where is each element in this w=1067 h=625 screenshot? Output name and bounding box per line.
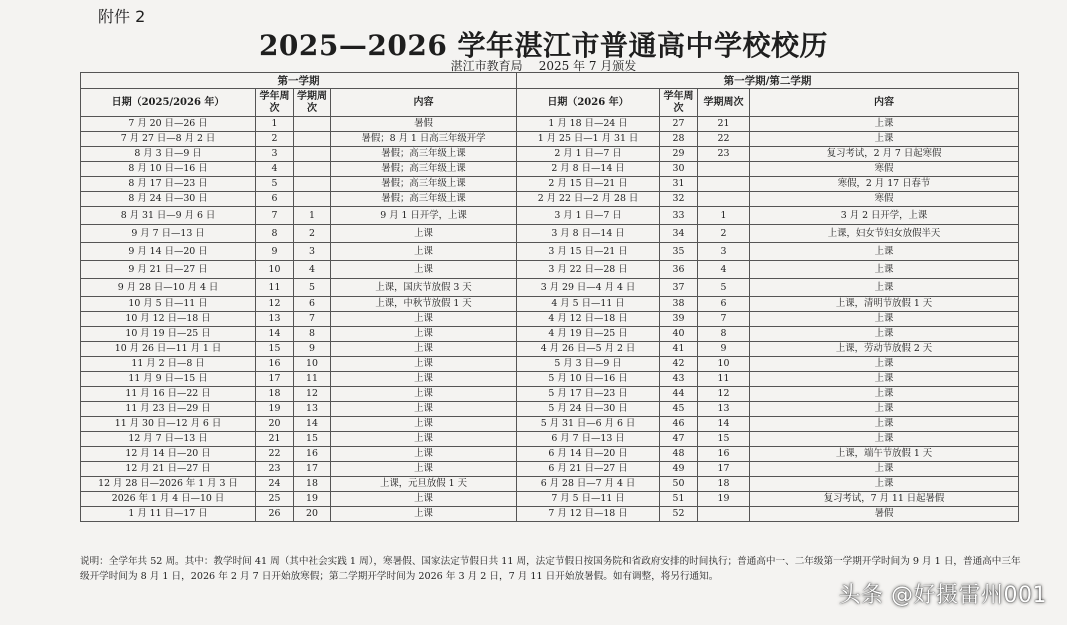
cell-content-left: 上课 — [331, 357, 517, 372]
cell-date-right: 7 月 5 日—11 日 — [517, 492, 660, 507]
cell-sem-week-left: 18 — [294, 477, 331, 492]
cell-date-left: 2026 年 1 月 4 日—10 日 — [81, 492, 256, 507]
cell-year-week-right: 41 — [660, 342, 698, 357]
cell-year-week-left: 17 — [256, 372, 294, 387]
cell-date-right: 3 月 8 日—14 日 — [517, 225, 660, 243]
cell-sem-week-right: 5 — [698, 279, 750, 297]
cell-sem-week-left: 3 — [294, 243, 331, 261]
table-row — [81, 261, 1019, 279]
cell-sem-week-right: 21 — [698, 117, 750, 132]
cell-content-left: 上课 — [331, 417, 517, 432]
cell-year-week-left: 11 — [256, 279, 294, 297]
cell-content-right: 寒假，2 月 17 日春节 — [750, 177, 1019, 192]
cell-sem-week-right: 15 — [698, 432, 750, 447]
cell-year-week-left: 16 — [256, 357, 294, 372]
cell-year-week-left: 1 — [256, 117, 294, 132]
cell-year-week-right: 49 — [660, 462, 698, 477]
cell-content-left: 上课 — [331, 243, 517, 261]
cell-year-week-left: 26 — [256, 507, 294, 522]
cell-date-right: 5 月 3 日—9 日 — [517, 357, 660, 372]
cell-year-week-right: 35 — [660, 243, 698, 261]
cell-sem-week-left: 4 — [294, 261, 331, 279]
cell-sem-week-left: 13 — [294, 402, 331, 417]
cell-date-right: 3 月 29 日—4 月 4 日 — [517, 279, 660, 297]
cell-sem-week-right: 7 — [698, 312, 750, 327]
table-row — [81, 192, 1019, 207]
cell-date-left: 8 月 17 日—23 日 — [81, 177, 256, 192]
cell-sem-week-right — [698, 192, 750, 207]
cell-date-right: 7 月 12 日—18 日 — [517, 507, 660, 522]
cell-year-week-left: 22 — [256, 447, 294, 462]
table-row — [81, 357, 1019, 372]
cell-sem-week-right — [698, 507, 750, 522]
col-sem-week-right: 学期周次 — [698, 89, 750, 117]
cell-date-left: 10 月 19 日—25 日 — [81, 327, 256, 342]
cell-year-week-right: 28 — [660, 132, 698, 147]
cell-year-week-left: 21 — [256, 432, 294, 447]
attachment-label: 附件 2 — [98, 7, 146, 26]
cell-date-right: 5 月 31 日—6 月 6 日 — [517, 417, 660, 432]
cell-content-right: 上课 — [750, 417, 1019, 432]
table-row — [81, 225, 1019, 243]
col-content-left: 内容 — [331, 89, 517, 117]
cell-date-right: 1 月 18 日—24 日 — [517, 117, 660, 132]
table-row — [81, 372, 1019, 387]
cell-content-left: 暑假；8 月 1 日高三年级开学 — [331, 132, 517, 147]
cell-sem-week-right: 8 — [698, 327, 750, 342]
cell-date-left: 8 月 10 日—16 日 — [81, 162, 256, 177]
col-content-right: 内容 — [750, 89, 1019, 117]
cell-sem-week-right: 13 — [698, 402, 750, 417]
cell-date-right: 3 月 1 日—7 日 — [517, 207, 660, 225]
cell-year-week-right: 47 — [660, 432, 698, 447]
cell-year-week-left: 9 — [256, 243, 294, 261]
cell-date-left: 9 月 28 日—10 月 4 日 — [81, 279, 256, 297]
cell-year-week-left: 10 — [256, 261, 294, 279]
cell-date-left: 10 月 12 日—18 日 — [81, 312, 256, 327]
cell-date-right: 6 月 28 日—7 月 4 日 — [517, 477, 660, 492]
cell-date-right: 4 月 26 日—5 月 2 日 — [517, 342, 660, 357]
cell-content-left: 上课 — [331, 447, 517, 462]
cell-year-week-left: 8 — [256, 225, 294, 243]
cell-date-left: 12 月 21 日—27 日 — [81, 462, 256, 477]
cell-year-week-right: 40 — [660, 327, 698, 342]
cell-content-right: 上课 — [750, 261, 1019, 279]
cell-date-right: 5 月 10 日—16 日 — [517, 372, 660, 387]
cell-content-right: 上课 — [750, 327, 1019, 342]
cell-content-right: 上课 — [750, 402, 1019, 417]
cell-year-week-right: 42 — [660, 357, 698, 372]
cell-sem-week-right: 1 — [698, 207, 750, 225]
cell-year-week-right: 31 — [660, 177, 698, 192]
cell-sem-week-right: 3 — [698, 243, 750, 261]
cell-sem-week-right: 9 — [698, 342, 750, 357]
cell-year-week-right: 39 — [660, 312, 698, 327]
table-row — [81, 177, 1019, 192]
cell-sem-week-left — [294, 132, 331, 147]
cell-year-week-left: 23 — [256, 462, 294, 477]
cell-date-right: 6 月 14 日—20 日 — [517, 447, 660, 462]
cell-date-right: 3 月 15 日—21 日 — [517, 243, 660, 261]
cell-year-week-right: 32 — [660, 192, 698, 207]
cell-content-left: 9 月 1 日开学，上课 — [331, 207, 517, 225]
cell-date-right: 5 月 24 日—30 日 — [517, 402, 660, 417]
table-row — [81, 402, 1019, 417]
table-row — [81, 132, 1019, 147]
cell-content-left: 上课，国庆节放假 3 天 — [331, 279, 517, 297]
cell-year-week-right: 44 — [660, 387, 698, 402]
cell-date-left: 12 月 7 日—13 日 — [81, 432, 256, 447]
cell-year-week-left: 12 — [256, 297, 294, 312]
cell-content-left: 暑假 — [331, 117, 517, 132]
cell-sem-week-right: 4 — [698, 261, 750, 279]
cell-content-right: 上课 — [750, 387, 1019, 402]
semester-right-heading: 第一学期/第二学期 — [517, 73, 1019, 89]
watermark-text: 头条 @好摄雷州001 — [838, 583, 1047, 608]
col-date-right: 日期（2026 年） — [517, 89, 660, 117]
cell-sem-week-left — [294, 162, 331, 177]
cell-content-left: 上课 — [331, 261, 517, 279]
cell-content-right: 寒假 — [750, 162, 1019, 177]
cell-sem-week-right: 11 — [698, 372, 750, 387]
cell-date-right: 4 月 12 日—18 日 — [517, 312, 660, 327]
cell-date-left: 11 月 30 日—12 月 6 日 — [81, 417, 256, 432]
cell-sem-week-left: 8 — [294, 327, 331, 342]
cell-date-left: 8 月 3 日—9 日 — [81, 147, 256, 162]
cell-sem-week-left: 1 — [294, 207, 331, 225]
cell-year-week-right: 50 — [660, 477, 698, 492]
cell-sem-week-right: 22 — [698, 132, 750, 147]
cell-date-right: 4 月 19 日—25 日 — [517, 327, 660, 342]
cell-date-left: 12 月 14 日—20 日 — [81, 447, 256, 462]
table-row — [81, 342, 1019, 357]
cell-content-left: 上课 — [331, 462, 517, 477]
cell-content-right: 上课，清明节放假 1 天 — [750, 297, 1019, 312]
cell-date-left: 9 月 14 日—20 日 — [81, 243, 256, 261]
cell-content-left: 暑假；高三年级上课 — [331, 177, 517, 192]
cell-content-right: 上课，劳动节放假 2 天 — [750, 342, 1019, 357]
table-row — [81, 207, 1019, 225]
cell-year-week-right: 46 — [660, 417, 698, 432]
table-row — [81, 432, 1019, 447]
cell-sem-week-left — [294, 117, 331, 132]
table-row — [81, 387, 1019, 402]
cell-sem-week-right: 19 — [698, 492, 750, 507]
cell-content-right: 寒假 — [750, 192, 1019, 207]
cell-sem-week-right — [698, 177, 750, 192]
cell-content-right: 上课 — [750, 372, 1019, 387]
semester-left-heading: 第一学期 — [81, 73, 517, 89]
cell-sem-week-left: 20 — [294, 507, 331, 522]
cell-sem-week-left — [294, 192, 331, 207]
cell-content-right: 复习考试，2 月 7 日起寒假 — [750, 147, 1019, 162]
cell-sem-week-right: 2 — [698, 225, 750, 243]
cell-content-right: 复习考试，7 月 11 日起暑假 — [750, 492, 1019, 507]
cell-date-left: 8 月 24 日—30 日 — [81, 192, 256, 207]
table-row — [81, 447, 1019, 462]
cell-content-right: 上课 — [750, 357, 1019, 372]
cell-year-week-left: 18 — [256, 387, 294, 402]
cell-year-week-right: 48 — [660, 447, 698, 462]
cell-year-week-right: 51 — [660, 492, 698, 507]
cell-year-week-right: 38 — [660, 297, 698, 312]
table-row — [81, 327, 1019, 342]
cell-content-left: 上课 — [331, 312, 517, 327]
cell-content-left: 上课 — [331, 225, 517, 243]
cell-content-left: 暑假；高三年级上课 — [331, 192, 517, 207]
cell-year-week-right: 30 — [660, 162, 698, 177]
cell-sem-week-left: 5 — [294, 279, 331, 297]
cell-content-right: 上课 — [750, 117, 1019, 132]
cell-year-week-right: 43 — [660, 372, 698, 387]
table-row — [81, 117, 1019, 132]
cell-year-week-left: 2 — [256, 132, 294, 147]
cell-year-week-left: 20 — [256, 417, 294, 432]
cell-date-right: 6 月 7 日—13 日 — [517, 432, 660, 447]
issue-date: 2025 年 7 月颁发 — [538, 59, 637, 73]
cell-content-left: 上课 — [331, 327, 517, 342]
cell-sem-week-left — [294, 147, 331, 162]
cell-year-week-left: 25 — [256, 492, 294, 507]
cell-date-left: 7 月 20 日—26 日 — [81, 117, 256, 132]
cell-content-right: 上课 — [750, 243, 1019, 261]
cell-year-week-left: 7 — [256, 207, 294, 225]
cell-sem-week-left: 2 — [294, 225, 331, 243]
col-year-week-right: 学年周次 — [660, 89, 698, 117]
cell-date-left: 9 月 7 日—13 日 — [81, 225, 256, 243]
cell-year-week-left: 14 — [256, 327, 294, 342]
cell-sem-week-left — [294, 177, 331, 192]
cell-year-week-right: 45 — [660, 402, 698, 417]
cell-year-week-right: 29 — [660, 147, 698, 162]
cell-sem-week-left: 12 — [294, 387, 331, 402]
issuer: 湛江市教育局 — [450, 59, 523, 73]
cell-sem-week-right: 10 — [698, 357, 750, 372]
table-row — [81, 312, 1019, 327]
cell-content-left: 上课 — [331, 492, 517, 507]
cell-content-right: 上课 — [750, 132, 1019, 147]
explanatory-note: 说明：全学年共 52 周。其中：教学时间 41 周（其中社会实践 1 周），寒暑假、国家法定节假日共 11 周，法定节假日按国务院和省政府安排的时间执行；普通高中一、二年级第一学期开学时间为 9 月 1 日，普通高中三年级开学时间为 8 月 1 日，2026 年 2 月 7 日开始放寒假；第二学期开学时间为 2026 年 3 月 2 日，7 月 11 日开始放暑假。如有调整，将另行通知。 — [80, 556, 1021, 582]
cell-year-week-right: 34 — [660, 225, 698, 243]
cell-sem-week-right: 17 — [698, 462, 750, 477]
cell-content-right: 上课 — [750, 312, 1019, 327]
cell-sem-week-right: 12 — [698, 387, 750, 402]
cell-sem-week-left: 14 — [294, 417, 331, 432]
cell-content-right: 上课，妇女节妇女放假半天 — [750, 225, 1019, 243]
col-date-left: 日期（2025/2026 年） — [81, 89, 256, 117]
cell-date-left: 9 月 21 日—27 日 — [81, 261, 256, 279]
table-row — [81, 147, 1019, 162]
cell-sem-week-left: 16 — [294, 447, 331, 462]
cell-date-left: 10 月 5 日—11 日 — [81, 297, 256, 312]
cell-year-week-right: 52 — [660, 507, 698, 522]
cell-date-right: 3 月 22 日—28 日 — [517, 261, 660, 279]
cell-content-right: 上课 — [750, 462, 1019, 477]
cell-content-left: 暑假；高三年级上课 — [331, 162, 517, 177]
cell-date-left: 1 月 11 日—17 日 — [81, 507, 256, 522]
cell-content-left: 上课，元旦放假 1 天 — [331, 477, 517, 492]
cell-date-left: 10 月 26 日—11 月 1 日 — [81, 342, 256, 357]
cell-sem-week-right: 18 — [698, 477, 750, 492]
cell-content-left: 上课 — [331, 507, 517, 522]
cell-year-week-left: 6 — [256, 192, 294, 207]
cell-year-week-right: 36 — [660, 261, 698, 279]
table-row — [81, 162, 1019, 177]
cell-date-right: 2 月 1 日—7 日 — [517, 147, 660, 162]
cell-year-week-left: 3 — [256, 147, 294, 162]
cell-sem-week-right: 14 — [698, 417, 750, 432]
cell-year-week-left: 13 — [256, 312, 294, 327]
table-row — [81, 417, 1019, 432]
cell-date-left: 11 月 9 日—15 日 — [81, 372, 256, 387]
page-title: 2025—2026 学年湛江市普通高中学校校历 — [258, 29, 829, 62]
cell-year-week-left: 24 — [256, 477, 294, 492]
calendar-body — [81, 117, 1019, 522]
cell-content-left: 上课 — [331, 387, 517, 402]
cell-sem-week-left: 10 — [294, 357, 331, 372]
cell-date-left: 11 月 16 日—22 日 — [81, 387, 256, 402]
table-row — [81, 297, 1019, 312]
table-row — [81, 492, 1019, 507]
cell-date-left: 11 月 23 日—29 日 — [81, 402, 256, 417]
cell-sem-week-left: 17 — [294, 462, 331, 477]
table-row — [81, 279, 1019, 297]
cell-sem-week-left: 15 — [294, 432, 331, 447]
col-sem-week-left: 学期周次 — [294, 89, 331, 117]
cell-content-left: 暑假；高三年级上课 — [331, 147, 517, 162]
cell-date-right: 2 月 15 日—21 日 — [517, 177, 660, 192]
cell-sem-week-left: 19 — [294, 492, 331, 507]
table-row — [81, 462, 1019, 477]
cell-content-right: 暑假 — [750, 507, 1019, 522]
cell-content-left: 上课 — [331, 372, 517, 387]
cell-date-right: 2 月 22 日—2 月 28 日 — [517, 192, 660, 207]
cell-content-left: 上课，中秋节放假 1 天 — [331, 297, 517, 312]
cell-content-right: 上课 — [750, 477, 1019, 492]
cell-content-right: 上课 — [750, 279, 1019, 297]
cell-content-right: 上课 — [750, 432, 1019, 447]
cell-date-right: 5 月 17 日—23 日 — [517, 387, 660, 402]
cell-content-left: 上课 — [331, 342, 517, 357]
cell-sem-week-right: 16 — [698, 447, 750, 462]
cell-year-week-left: 19 — [256, 402, 294, 417]
cell-sem-week-right — [698, 162, 750, 177]
cell-content-right: 3 月 2 日开学，上课 — [750, 207, 1019, 225]
cell-date-left: 8 月 31 日—9 月 6 日 — [81, 207, 256, 225]
cell-sem-week-right: 23 — [698, 147, 750, 162]
cell-sem-week-left: 7 — [294, 312, 331, 327]
cell-date-left: 11 月 2 日—8 日 — [81, 357, 256, 372]
cell-year-week-left: 5 — [256, 177, 294, 192]
cell-sem-week-left: 6 — [294, 297, 331, 312]
table-row — [81, 243, 1019, 261]
col-year-week-left: 学年周次 — [256, 89, 294, 117]
cell-content-left: 上课 — [331, 402, 517, 417]
cell-content-right: 上课，端午节放假 1 天 — [750, 447, 1019, 462]
school-calendar-table — [80, 72, 1019, 522]
cell-sem-week-left: 11 — [294, 372, 331, 387]
cell-content-left: 上课 — [331, 432, 517, 447]
table-row — [81, 507, 1019, 522]
cell-date-left: 7 月 27 日—8 月 2 日 — [81, 132, 256, 147]
cell-date-left: 12 月 28 日—2026 年 1 月 3 日 — [81, 477, 256, 492]
cell-sem-week-left: 9 — [294, 342, 331, 357]
cell-date-right: 6 月 21 日—27 日 — [517, 462, 660, 477]
cell-date-right: 1 月 25 日—1 月 31 日 — [517, 132, 660, 147]
cell-date-right: 4 月 5 日—11 日 — [517, 297, 660, 312]
cell-date-right: 2 月 8 日—14 日 — [517, 162, 660, 177]
cell-sem-week-right: 6 — [698, 297, 750, 312]
cell-year-week-right: 33 — [660, 207, 698, 225]
cell-year-week-left: 4 — [256, 162, 294, 177]
table-row — [81, 477, 1019, 492]
cell-year-week-left: 15 — [256, 342, 294, 357]
cell-year-week-right: 37 — [660, 279, 698, 297]
cell-year-week-right: 27 — [660, 117, 698, 132]
